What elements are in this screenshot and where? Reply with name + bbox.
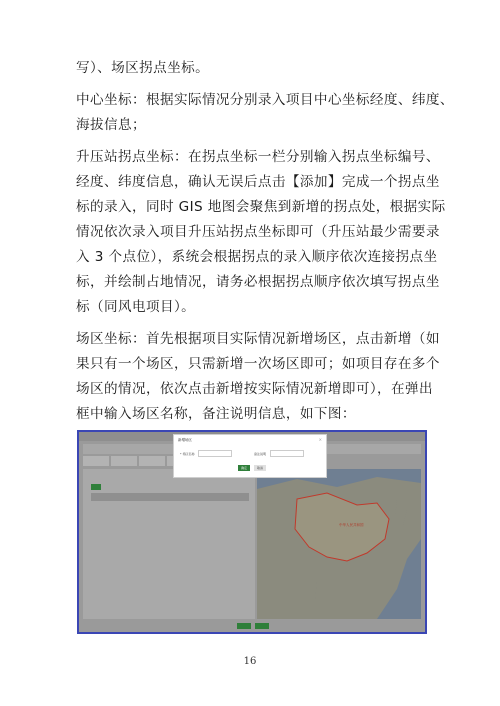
confirm-button[interactable]: 确定: [238, 465, 250, 471]
text-line: 场区坐标：首先根据项目实际情况新增场区，点击新增（如: [76, 331, 440, 347]
close-icon[interactable]: ×: [318, 437, 322, 442]
bottom-button[interactable]: [255, 623, 269, 629]
text-line: 海拔信息；: [76, 117, 146, 133]
text-line: 情况依次录入项目升压站拐点坐标即可（升压站最少需要录: [76, 224, 440, 240]
tab[interactable]: [111, 456, 137, 466]
bottom-button[interactable]: [237, 623, 251, 629]
text-line: 标的录入，同时 GIS 地图会聚焦到新增的拐点处，根据实际: [76, 199, 446, 215]
coordinates-panel: [83, 469, 255, 619]
text-line: 标，并绘制占地情况，请务必根据拐点顺序依次填写拐点坐: [76, 274, 440, 290]
text-line: 场区的情况，依次点击新增按实际情况新增即可），在弹出: [76, 381, 434, 397]
text-line: 升压站拐点坐标：在拐点坐标一栏分别输入拐点坐标编号、: [76, 149, 440, 165]
text-line: 果只有一个场区，只需新增一次场区即可；如项目存在多个: [76, 356, 440, 372]
area-name-label: * 场区名称: [180, 452, 195, 456]
text-line: 中心坐标：根据实际情况分别录入项目中心坐标经度、纬度、: [76, 92, 454, 108]
area-name-input[interactable]: [198, 450, 232, 457]
map-graphic: [257, 469, 421, 619]
gis-map[interactable]: [257, 469, 421, 619]
text-line: 标（同风电项目）。: [76, 299, 196, 315]
text-line: 框中输入场区名称，备注说明信息，如下图：: [76, 406, 356, 422]
text-line: 经度、纬度信息，确认无误后点击【添加】完成一个拐点坐: [76, 174, 440, 190]
dialog-title: 新增场区: [178, 438, 192, 442]
text-line: 写）、场区拐点坐标。: [76, 60, 210, 76]
remark-input[interactable]: [270, 450, 304, 457]
add-area-dialog: [173, 434, 327, 478]
embedded-screenshot: [77, 430, 427, 634]
table-header: [91, 493, 249, 501]
map-country-label: 中华人民共和国: [339, 523, 364, 527]
remark-label: 备注说明: [254, 452, 267, 456]
cancel-button[interactable]: 取消: [254, 465, 266, 471]
app-window: [79, 432, 425, 632]
tab[interactable]: [83, 456, 109, 466]
tab[interactable]: [139, 456, 165, 466]
page-number: 16: [243, 656, 257, 667]
add-button[interactable]: [91, 484, 101, 490]
text-line: 入 3 个点位），系统会根据拐点的录入顺序依次连接拐点坐: [76, 249, 438, 265]
